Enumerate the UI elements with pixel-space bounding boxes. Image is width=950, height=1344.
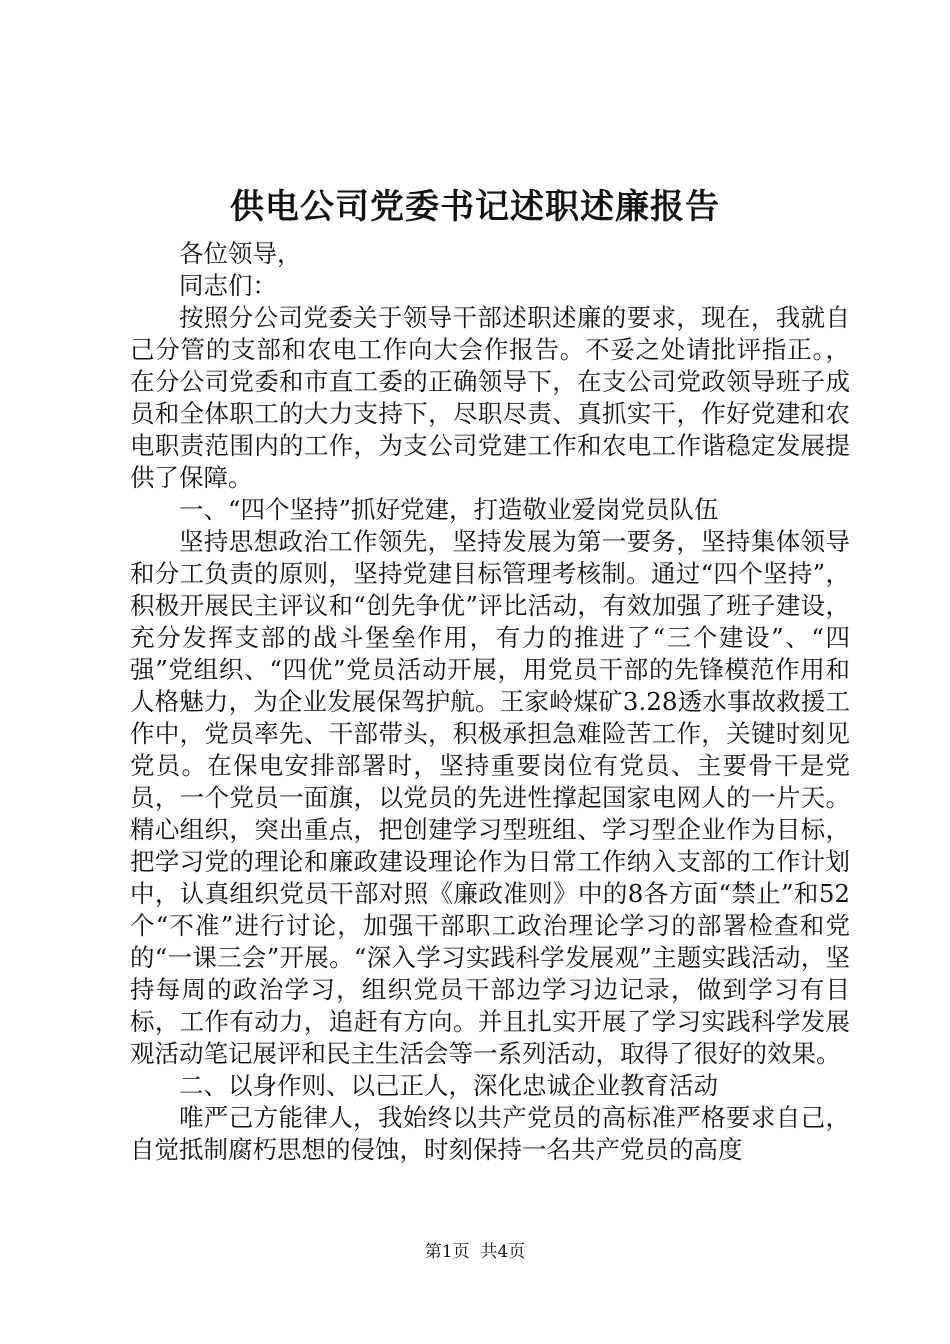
document-body — [130, 238, 850, 1166]
page-footer — [0, 1240, 950, 1264]
intro-paragraph: 按照分公司党委关于领导干部述职述廉的要求，现在，我就自己分管的支部和农电工作向大会作报告。不妥之处请批评指正。，在分公司党委和市直工委的正确领导下，在支公司党政领导班子成员和全体职工的大力支持下，尽职尽责、真抓实干，作好党建和农电职责范围内的工作，为支公司党建工作和农电工作谐稳定发展提供了保障。 — [130, 303, 850, 492]
page-total: 共4页 — [480, 1242, 526, 1262]
page-number: 第1页 — [424, 1242, 470, 1262]
salutation-comrades: 同志们： — [179, 271, 277, 300]
document-title: 供电公司党委书记述职述廉报告 — [230, 187, 720, 227]
section-1-paragraph: 坚持思想政治工作领先，坚持发展为第一要务，坚持集体领导和分工负责的原则，坚持党建目标管理考核制。通过“四个坚持”，积极开展民主评议和“创先争优”评比活动，有效加强了班子建设，充分发挥支部的战斗堡垒作用，有力的推进了“三个建设”、“四强”党组织、“四优”党员活动开展，用党员干部的先锋模范作用和人格魅力，为企业发展保驾护航。王家岭煤矿3.28透水事故救援工作中，党员率先、干部带头，积极承担急难险苦工作，关键时刻见党员。在保电安排部署时，坚持重要岗位有党员、主要骨干是党员，一个党员一面旗，以党员的先进性撑起国家电网人的一片天。精心组织，突出重点，把创建学习型班组、学习型企业作为目标，把学习党的理论和廉政建设理论作为日常工作纳入支部的工作计划中，认真组织党员干部对照《廉政准则》中的8各方面“禁止”和52个“不准”进行讨论，加强干部职工政治理论学习的部署检查和党的“一课三会”开展。“深入学习实践科学发展观”主题实践活动，坚持每周的政治学习，组织党员干部边学习边记录，做到学习有目标，工作有动力，追赶有方向。并且扎实开展了学习实践科学发展观活动笔记展评和民主生活会等一系列活动，取得了很好的效果。 — [130, 527, 850, 1068]
section-heading-1: 一、“四个坚持”抓好党建，打造敬业爱岗党员队伍 — [179, 495, 719, 524]
salutation-leaders: 各位领导， — [179, 239, 302, 268]
section-heading-2: 二、以身作则、以己正人，深化忠诚企业教育活动 — [179, 1071, 718, 1100]
section-2-paragraph: 唯严己方能律人，我始终以共产党员的高标准严格要求自己，自觉抵制腐朽思想的侵蚀，时刻保持一名共产党员的高度 — [130, 1103, 850, 1164]
